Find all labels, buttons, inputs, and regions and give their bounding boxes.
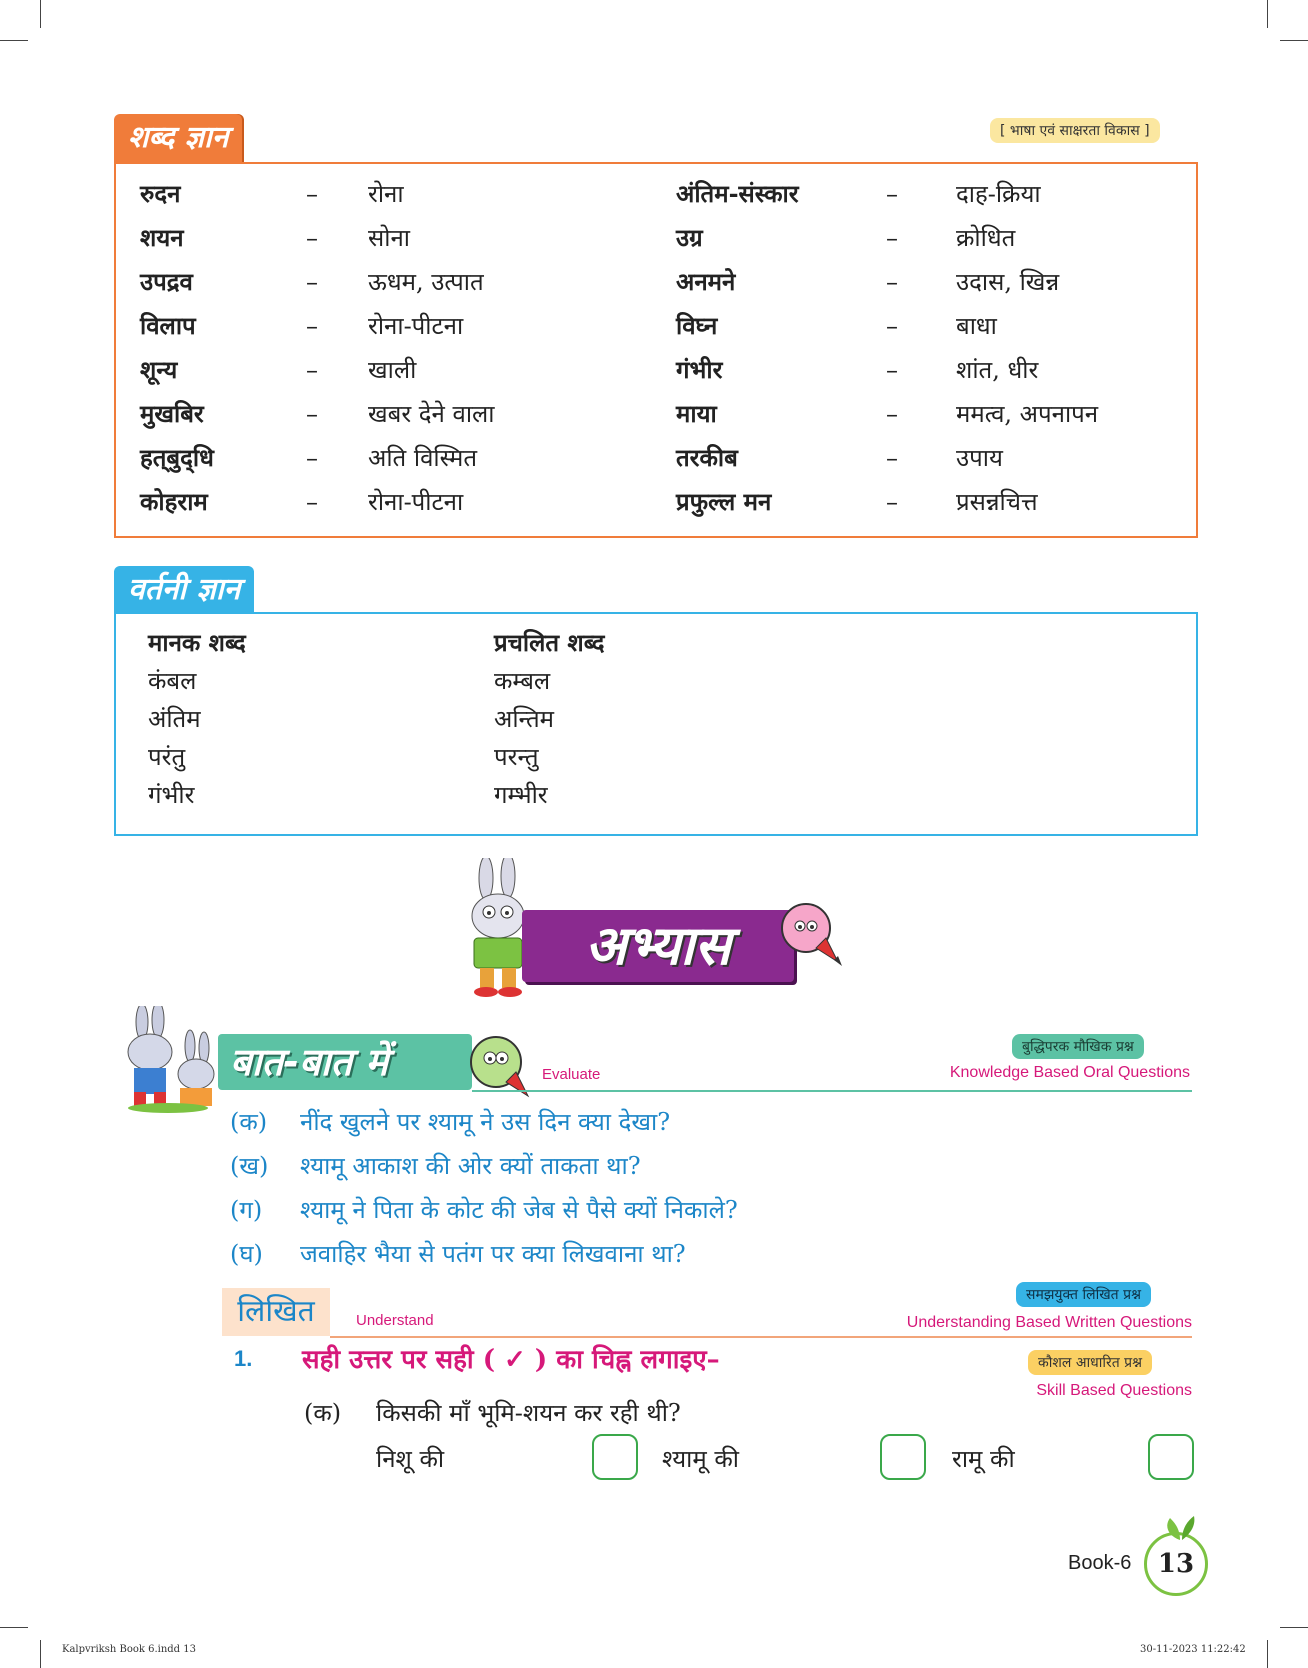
question-text: नींद खुलने पर श्यामू ने उस दिन क्या देखा? bbox=[300, 1108, 671, 1136]
vocab-dash: – bbox=[306, 356, 318, 384]
vocab-dash: – bbox=[886, 268, 898, 296]
skill-questions-tag: कौशल आधारित प्रश्न bbox=[1028, 1350, 1152, 1375]
vocab-meaning: अति विस्मित bbox=[368, 444, 478, 472]
option-label: श्यामू की bbox=[662, 1445, 739, 1473]
option-checkbox[interactable] bbox=[1148, 1434, 1194, 1480]
leaf-icon bbox=[1160, 1514, 1200, 1542]
vocab-meaning: खाली bbox=[368, 356, 417, 384]
vocab-dash: – bbox=[306, 488, 318, 516]
standard-word: गंभीर bbox=[148, 781, 195, 809]
crop-mark bbox=[1267, 0, 1268, 28]
crop-mark bbox=[40, 1640, 41, 1668]
vocab-row bbox=[116, 264, 1192, 300]
option-checkbox[interactable] bbox=[880, 1434, 926, 1480]
question-number: 1. bbox=[234, 1346, 253, 1371]
vocab-dash: – bbox=[306, 268, 318, 296]
common-word: अन्तिम bbox=[494, 705, 554, 733]
common-word: परन्तु bbox=[494, 743, 539, 771]
vocab-meaning: प्रसन्नचित्त bbox=[956, 488, 1038, 516]
vocab-word: प्रफुल्ल मन bbox=[676, 487, 772, 516]
vocab-meaning: उपाय bbox=[956, 444, 1003, 472]
vocab-row bbox=[116, 396, 1192, 432]
vocab-meaning: ममत्व, अपनापन bbox=[956, 400, 1099, 428]
vocab-row bbox=[116, 440, 1192, 476]
vocab-meaning: दाह-क्रिया bbox=[956, 180, 1041, 208]
crop-mark bbox=[1267, 1640, 1268, 1668]
crop-mark bbox=[1280, 1627, 1308, 1628]
vocab-dash: – bbox=[886, 180, 898, 208]
vocab-row bbox=[116, 484, 1192, 520]
vocab-word: उग्र bbox=[676, 223, 703, 252]
vocab-word: मुखबिर bbox=[140, 399, 204, 428]
vocab-dash: – bbox=[306, 312, 318, 340]
print-timestamp: 30-11-2023 11:22:42 bbox=[1140, 1644, 1246, 1655]
vocab-word: माया bbox=[676, 399, 717, 428]
question-instruction: सही उत्तर पर सही ( ✓ ) का चिह्न लगाइए– bbox=[302, 1345, 720, 1375]
vocab-row bbox=[116, 220, 1192, 256]
vocab-meaning: सोना bbox=[368, 224, 410, 252]
option-checkbox[interactable] bbox=[592, 1434, 638, 1480]
vocab-word: हत्‌बुद्‌धि bbox=[140, 443, 214, 472]
option-label: निशू की bbox=[376, 1445, 445, 1473]
question-number: (घ) bbox=[230, 1240, 263, 1268]
oral-questions-label: Knowledge Based Oral Questions bbox=[949, 1064, 1190, 1081]
sub-question-number: (क) bbox=[304, 1399, 342, 1427]
oral-questions-tag: बुद्धिपरक मौखिक प्रश्न bbox=[1012, 1034, 1144, 1059]
section-divider bbox=[330, 1336, 1192, 1338]
crop-mark bbox=[0, 40, 28, 41]
vocab-word: अंतिम-संस्कार bbox=[676, 179, 799, 208]
oral-question bbox=[230, 1148, 1190, 1184]
vocab-meaning: क्रोधित bbox=[956, 224, 1016, 252]
crop-mark bbox=[1280, 40, 1308, 41]
oral-question bbox=[230, 1104, 1190, 1140]
sub-question-text: किसकी माँ भूमि-शयन कर रही थी? bbox=[376, 1399, 681, 1427]
likhit-title: लिखित bbox=[222, 1288, 330, 1336]
vocab-dash: – bbox=[886, 444, 898, 472]
evaluate-label: Evaluate bbox=[542, 1066, 601, 1083]
question-number: (ग) bbox=[230, 1196, 263, 1224]
vocab-meaning: रोना-पीटना bbox=[368, 488, 464, 516]
vocab-meaning: रोना bbox=[368, 180, 404, 208]
vocab-word: विलाप bbox=[140, 311, 196, 340]
vocab-word: शयन bbox=[140, 223, 184, 252]
book-label: Book-6 bbox=[1068, 1552, 1132, 1574]
common-word: गम्भीर bbox=[494, 781, 548, 809]
vocab-word: विघ्न bbox=[676, 311, 718, 340]
spelling-col-common-header: प्रचलित शब्द bbox=[494, 628, 605, 657]
vocab-dash: – bbox=[306, 180, 318, 208]
vocab-word: तरकीब bbox=[676, 443, 738, 472]
question-text: श्यामू आकाश की ओर क्यों ताकता था? bbox=[300, 1152, 641, 1180]
question-number: (ख) bbox=[230, 1152, 269, 1180]
vocab-row bbox=[116, 176, 1192, 212]
oral-question bbox=[230, 1192, 1190, 1228]
rabbits-illustration bbox=[108, 1006, 224, 1116]
vocab-dash: – bbox=[306, 400, 318, 428]
vocab-word: शून्य bbox=[140, 355, 178, 384]
written-questions-label: Understanding Based Written Questions bbox=[906, 1314, 1192, 1331]
vocab-dash: – bbox=[886, 224, 898, 252]
vocab-meaning: खबर देने वाला bbox=[368, 400, 495, 428]
vocab-dash: – bbox=[306, 224, 318, 252]
question-text: श्यामू ने पिता के कोट की जेब से पैसे क्यों निकाले? bbox=[300, 1196, 738, 1224]
spelling-col-standard-header: मानक शब्द bbox=[148, 628, 246, 657]
vocab-section-title: शब्द ज्ञान bbox=[114, 114, 242, 162]
standard-word: परंतु bbox=[148, 743, 186, 771]
vocab-word: अनमने bbox=[676, 267, 736, 296]
vocab-meaning: रोना-पीटना bbox=[368, 312, 464, 340]
vocab-word: गंभीर bbox=[676, 355, 723, 384]
spelling-box bbox=[114, 612, 1198, 836]
vocab-meaning: शांत, धीर bbox=[956, 356, 1039, 384]
page-number: 13 bbox=[1144, 1532, 1208, 1596]
vocab-word: रुदन bbox=[140, 179, 181, 208]
understand-label: Understand bbox=[356, 1312, 434, 1329]
crop-mark bbox=[40, 0, 41, 28]
written-questions-tag: समझयुक्त लिखित प्रश्न bbox=[1016, 1282, 1151, 1307]
baat-baat-title: बात-बात में bbox=[218, 1034, 472, 1090]
skill-questions-label: Skill Based Questions bbox=[1036, 1382, 1192, 1399]
vocab-row bbox=[116, 352, 1192, 388]
standard-word: अंतिम bbox=[148, 705, 201, 733]
section-divider bbox=[472, 1090, 1192, 1092]
file-info: Kalpvriksh Book 6.indd 13 bbox=[62, 1644, 196, 1655]
spelling-section-title: वर्तनी ज्ञान bbox=[114, 566, 254, 614]
common-word: कम्बल bbox=[494, 667, 551, 695]
vocab-dash: – bbox=[306, 444, 318, 472]
literacy-tag: [ भाषा एवं साक्षरता विकास ] bbox=[990, 118, 1160, 143]
vocab-box bbox=[114, 162, 1198, 538]
question-number: (क) bbox=[230, 1108, 268, 1136]
vocab-meaning: ऊधम, उत्पात bbox=[368, 268, 484, 296]
crop-mark bbox=[0, 1627, 28, 1628]
abhyas-banner: अभ्यास bbox=[522, 910, 794, 982]
vocab-meaning: बाधा bbox=[956, 312, 997, 340]
vocab-dash: – bbox=[886, 356, 898, 384]
vocab-row bbox=[116, 308, 1192, 344]
question-text: जवाहिर भैया से पतंग पर क्या लिखवाना था? bbox=[300, 1240, 686, 1268]
vocab-dash: – bbox=[886, 312, 898, 340]
standard-word: कंबल bbox=[148, 667, 197, 695]
vocab-dash: – bbox=[886, 400, 898, 428]
pencil-mascot-icon bbox=[776, 898, 848, 970]
oral-question bbox=[230, 1236, 1190, 1272]
vocab-meaning: उदास, खिन्न bbox=[956, 268, 1060, 296]
option-label: रामू की bbox=[952, 1445, 1015, 1473]
vocab-word: उपद्रव bbox=[140, 267, 193, 296]
vocab-word: कोहराम bbox=[140, 487, 208, 516]
vocab-dash: – bbox=[886, 488, 898, 516]
